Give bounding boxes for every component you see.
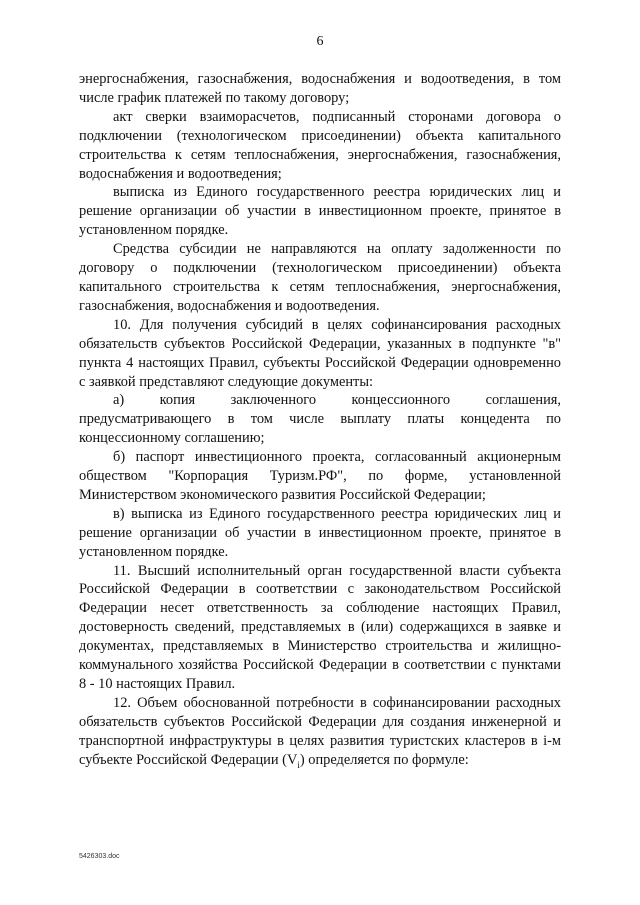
subitem-a: а) копия заключенного концессионного соглашения, предусматривающего в том числе выплату платы концедента по концессионному соглашению; xyxy=(79,392,561,447)
page-number: 6 xyxy=(316,34,324,49)
subitem-b: б) паспорт инвестиционного проекта, согласованный акционерным обществом "Корпорация Туризм.РФ", по форме, установленной Министерством экономического развития Российской Федерации; xyxy=(79,449,561,503)
subitem-v: в) выписка из Единого государственного реестра юридических лиц и решение организации об участии в инвестиционном проекте, принятое в установленном порядке. xyxy=(79,505,561,560)
paragraph-item-12 xyxy=(79,694,561,770)
paragraph: энергоснабжения, газоснабжения, водоснабжения и водоотведения, в том числе график платежей по такому договору; xyxy=(79,71,561,106)
paragraph-12-text: 12. Объем обоснованной потребности в софинансировании расходных обязательств субъектов Российской Федерации для создания инженерной и транспортной инфраструктуры в целях развития туристских кластеров в i-м субъекте Российской Федерации (V xyxy=(79,694,561,768)
file-name-footer: 5426303.doc xyxy=(79,853,120,860)
paragraph: Средства субсидии не направляются на оплату задолженности по договору о подключении (технологическом присоединении) объекта капитального строительства к сетям теплоснабжения, энергоснабжения, газоснабжения, водоснабжения и водоотведения. xyxy=(79,241,561,314)
paragraph-item-11: 11. Высший исполнительный орган государственной власти субъекта Российской Федерации в соответствии с законодательством Российской Федерации несет ответственность за соблюдение настоящих Правил, достоверность сведений, представляемых в (или) содержащихся в заявке и документах, представляемых в Министерство строительства и жилищно-коммунального хозяйства Российской Федерации в соответствии с пунктами 8 - 10 настоящих Правил. xyxy=(79,562,561,692)
paragraph: выписка из Единого государственного реестра юридических лиц и решение организации об участии в инвестиционном проекте, принятое в установленном порядке. xyxy=(79,184,561,239)
subscript-i: i xyxy=(297,759,300,770)
paragraph: акт сверки взаиморасчетов, подписанный сторонами договора о подключении (технологическом присоединении) объекта капитального строительства к сетям теплоснабжения, энергоснабжения, газоснабжения, водоснабжения и водоотведения; xyxy=(79,108,561,182)
paragraph-12-tail: ) определяется по формуле: xyxy=(299,751,469,768)
paragraph-item-10: 10. Для получения субсидий в целях софинансирования расходных обязательств субъектов Российской Федерации, указанных в подпункте "в" пункта 4 настоящих Правил, субъекты Российской Федерации одновременно с заявкой представляют следующие документы: xyxy=(79,316,561,390)
document-body xyxy=(79,70,561,770)
